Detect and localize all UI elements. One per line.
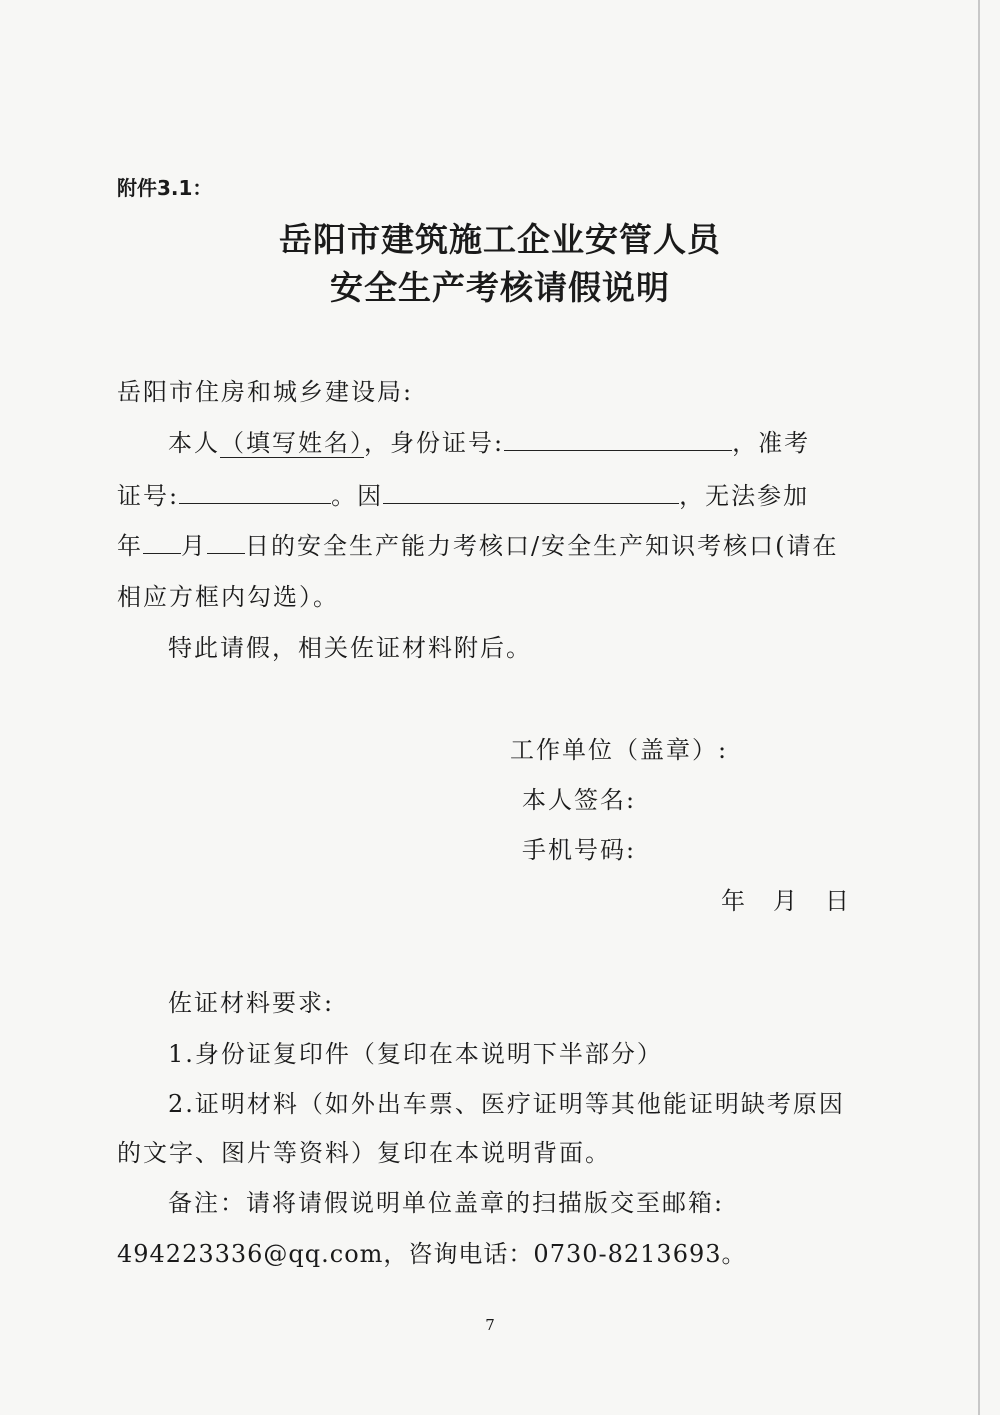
id-label: ，身份证号: <box>364 429 505 457</box>
note-line-1: 备注：请将请假说明单位盖章的扫描版交至邮箱: <box>168 1189 725 1217</box>
title-line-1: 岳阳市建筑施工企业安管人员 <box>279 220 721 259</box>
paragraph-2: 特此请假，相关佐证材料附后。 <box>168 634 532 662</box>
work-unit-label: 工作单位（盖章）: <box>510 736 729 764</box>
attachment-label: 附件3.1： <box>117 176 213 200</box>
month-blank <box>143 527 181 554</box>
p1-line-3 <box>117 526 838 561</box>
page-number: 7 <box>485 1316 495 1334</box>
addressee: 岳阳市住房和城乡建设局: <box>117 378 414 406</box>
p1-line-4: 相应方框内勾选）。 <box>117 583 339 611</box>
cannot-attend: ，无法参加 <box>679 482 810 510</box>
reason-blank <box>383 477 679 504</box>
day-blank <box>207 527 245 554</box>
exam-label: 证号: <box>117 482 180 510</box>
p1-line-2 <box>117 476 809 511</box>
materials-item-2-line-1: 2.证明材料（如外出车票、医疗证明等其他能证明缺考原因 <box>168 1090 845 1118</box>
date-label: 年 月 日 <box>721 887 851 915</box>
exam-number-blank <box>179 477 331 504</box>
month-label: 月 <box>181 532 207 560</box>
materials-heading: 佐证材料要求: <box>168 989 335 1017</box>
p1-line-1 <box>168 423 810 458</box>
note-line-2: 494223336@qq.com，咨询电话：0730-8213693。 <box>117 1240 747 1268</box>
page-edge <box>978 0 980 1415</box>
materials-item-2-line-2: 的文字、图片等资料）复印在本说明背面。 <box>117 1139 611 1167</box>
name-field: （填写姓名） <box>220 429 364 457</box>
materials-item-1: 1.身份证复印件（复印在本说明下半部分） <box>168 1040 663 1068</box>
day-text: 日的安全生产能力考核口/安全生产知识考核口(请在 <box>245 532 839 560</box>
year-label: 年 <box>117 532 143 560</box>
id-number-blank <box>504 424 732 451</box>
exam-prefix: ，准考 <box>732 429 811 457</box>
signature-label: 本人签名: <box>522 786 637 814</box>
title-line-2: 安全生产考核请假说明 <box>330 268 670 307</box>
p1-prefix: 本人 <box>168 429 220 457</box>
phone-label: 手机号码: <box>522 836 637 864</box>
reason-prefix: 。因 <box>331 482 384 510</box>
